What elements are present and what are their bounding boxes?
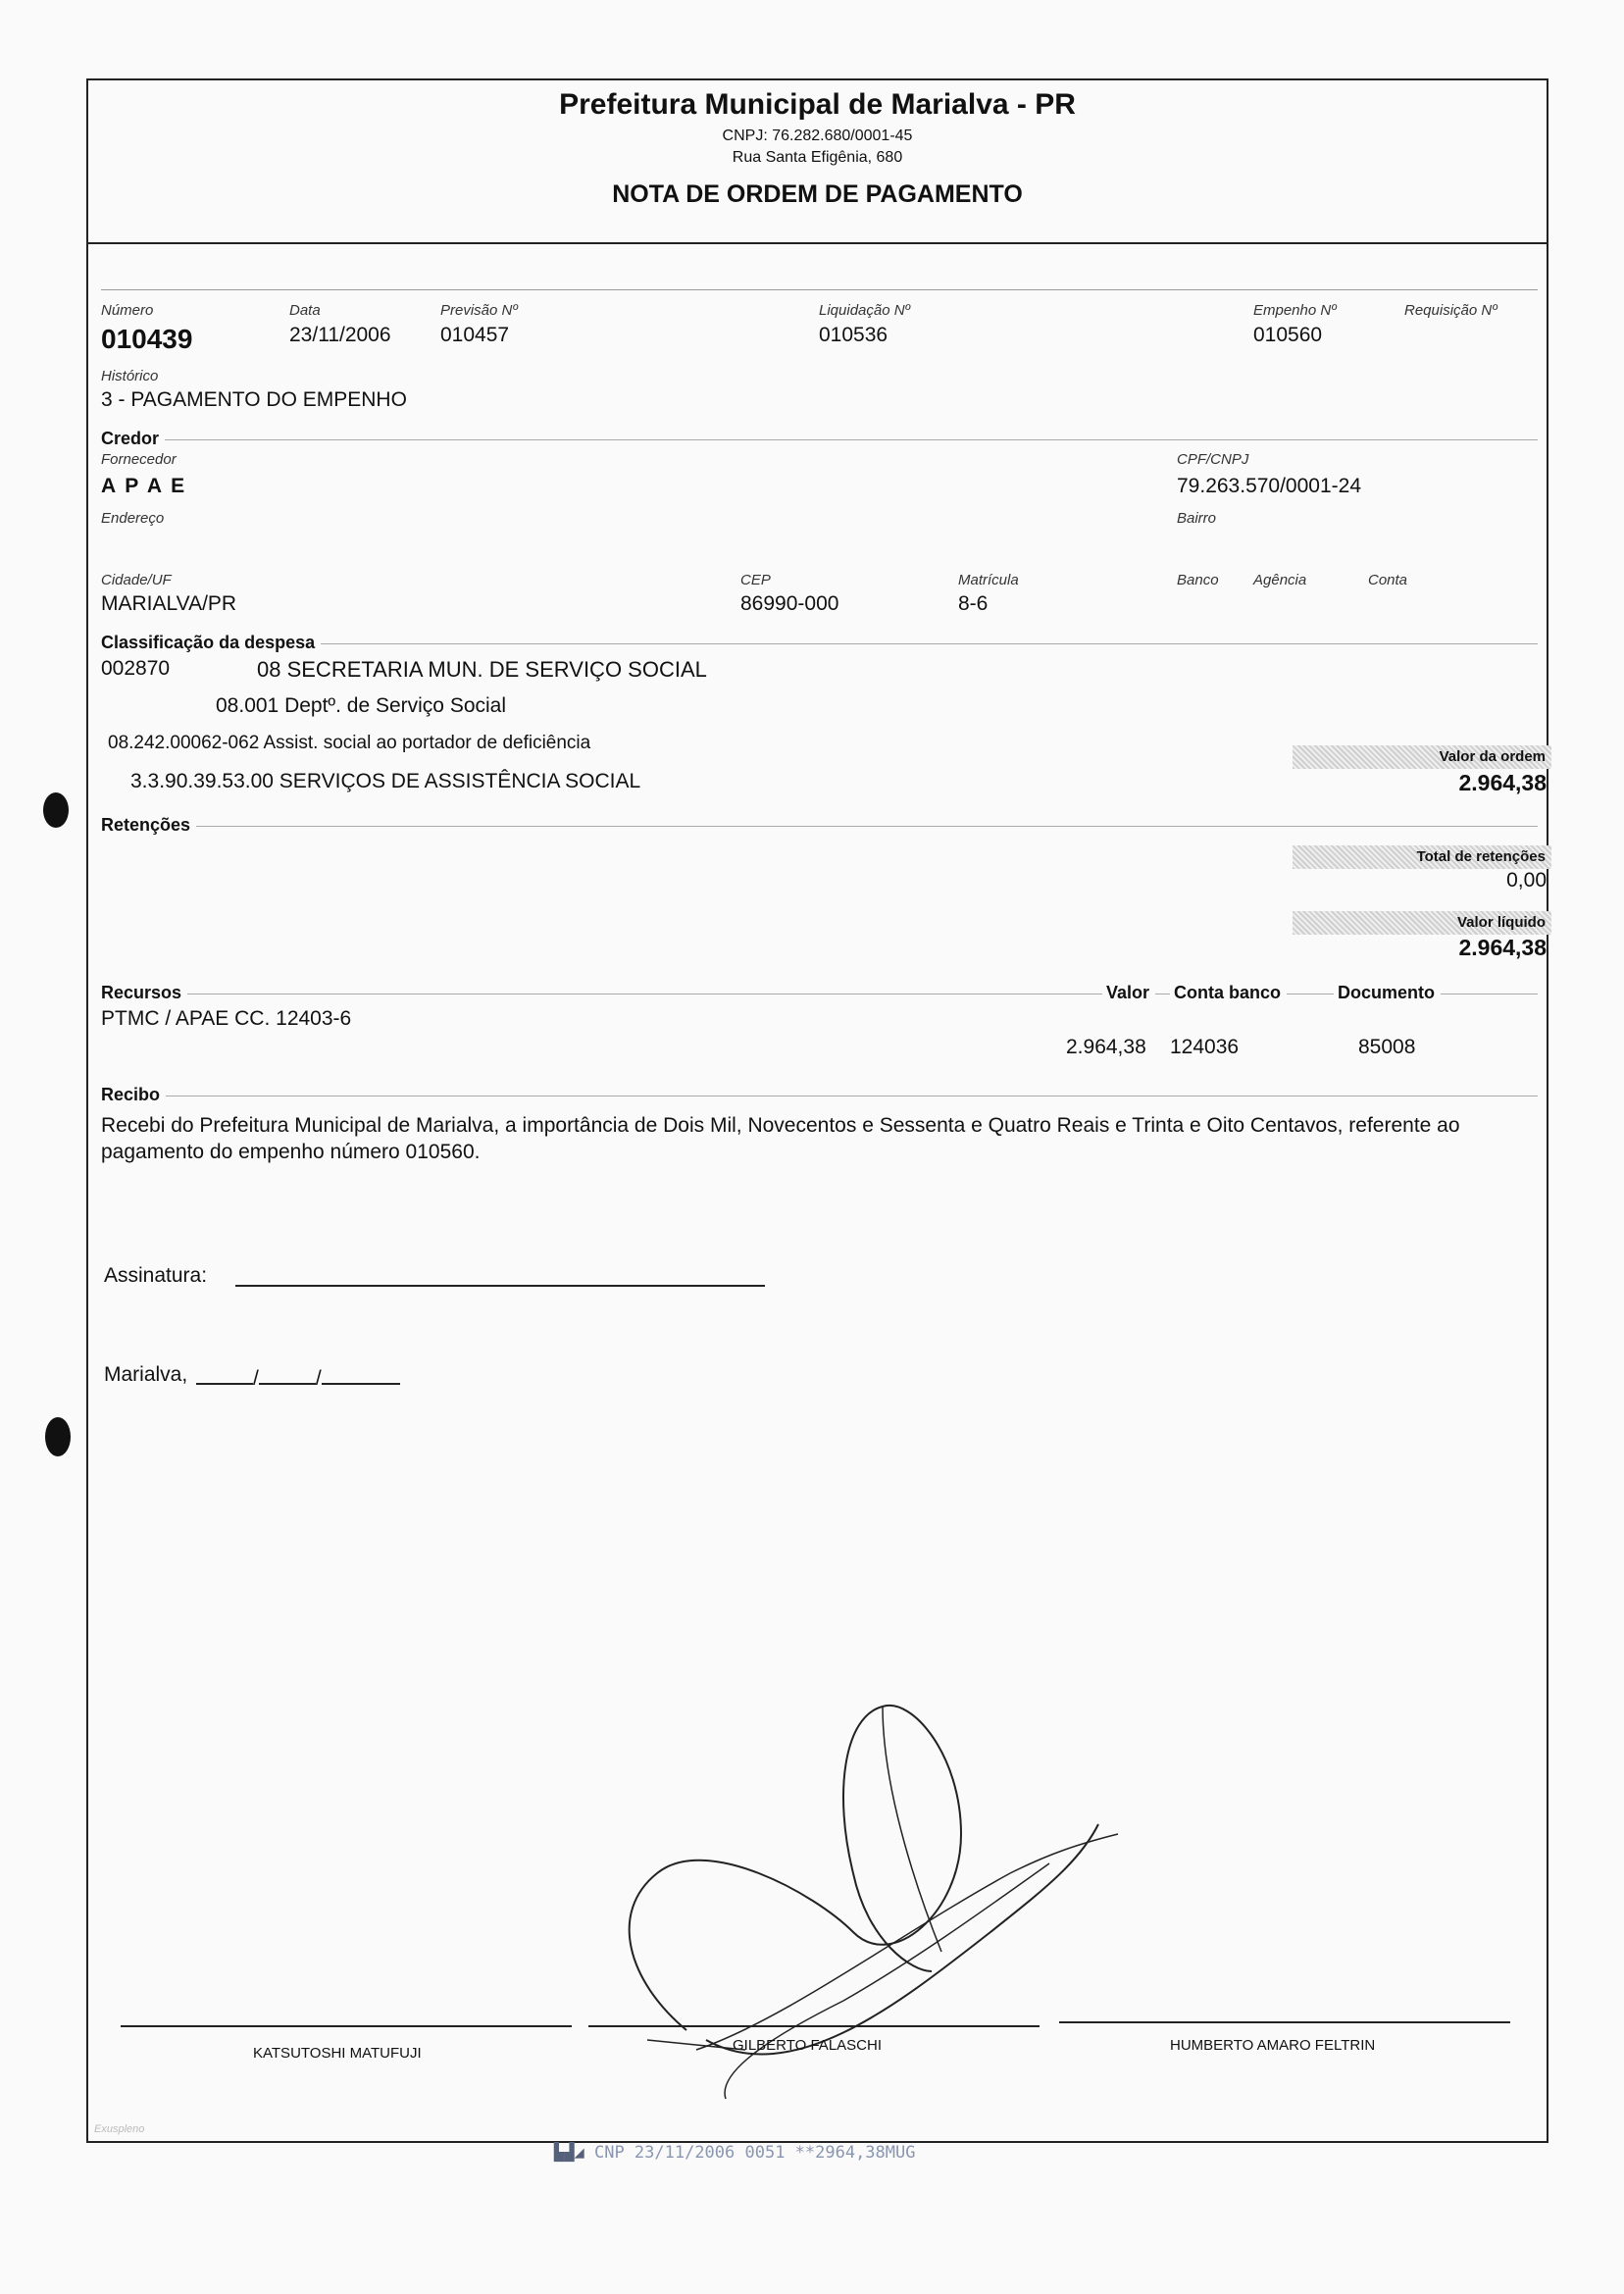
empenho-value: 010560 [1253, 324, 1323, 346]
valor-liquido-label: Valor líquido [1293, 911, 1551, 935]
numero-value: 010439 [101, 324, 193, 354]
historico-label: Histórico [101, 368, 159, 384]
municipality-title: Prefeitura Municipal de Marialva - PR [559, 88, 1076, 121]
fornecedor-label: Fornecedor [101, 451, 177, 468]
banco-label: Banco [1177, 572, 1219, 588]
punch-hole-icon [43, 792, 69, 828]
recursos-documento-header: Documento [1334, 983, 1441, 1003]
footer-small-text: Exuspleno [94, 2123, 145, 2135]
recibo-section: Recibo [101, 1085, 166, 1105]
recursos-section: Recursos [101, 983, 187, 1003]
credor-rule [101, 439, 1538, 440]
document-title: NOTA DE ORDEM DE PAGAMENTO [612, 180, 1023, 208]
bairro-label: Bairro [1177, 510, 1217, 527]
cnpj-text: CNPJ: 76.282.680/0001-45 [722, 127, 913, 144]
empenho-label: Empenho Nº [1253, 302, 1337, 319]
matricula-value: 8-6 [958, 592, 989, 615]
data-label: Data [289, 302, 321, 319]
signatory-1: KATSUTOSHI MATUFUJI [253, 2045, 422, 2062]
valor-ordem-label: Valor da ordem [1293, 745, 1551, 769]
classificacao-section: Classificação da despesa [101, 633, 321, 653]
signatory-3: HUMBERTO AMARO FELTRIN [1170, 2037, 1376, 2054]
retencoes-rule [101, 826, 1538, 827]
previsao-value: 010457 [440, 324, 510, 346]
valor-ordem-value: 2.964,38 [1458, 770, 1547, 795]
previsao-label: Previsão Nº [440, 302, 518, 319]
document-header [86, 88, 1548, 209]
header-divider [86, 242, 1548, 244]
credor-section: Credor [101, 429, 165, 449]
classificacao-line2: 08.001 Deptº. de Serviço Social [216, 694, 507, 717]
classificacao-line4: 3.3.90.39.53.00 SERVIÇOS DE ASSISTÊNCIA SOCIAL [130, 770, 641, 792]
top-rule [101, 289, 1538, 290]
classificacao-line1: 08 SECRETARIA MUN. DE SERVIÇO SOCIAL [257, 657, 707, 682]
valor-liquido-value: 2.964,38 [1458, 935, 1547, 960]
cidade-label: Cidade/UF [101, 572, 172, 588]
recursos-conta: 124036 [1170, 1036, 1240, 1058]
cidade-value: MARIALVA/PR [101, 592, 237, 615]
cpf-label: CPF/CNPJ [1177, 451, 1249, 468]
local-label: Marialva, [104, 1363, 188, 1386]
retencoes-section: Retenções [101, 815, 196, 836]
assinatura-line [235, 1285, 765, 1287]
conta-label: Conta [1368, 572, 1408, 588]
assinatura-label: Assinatura: [104, 1264, 208, 1287]
address-text: Rua Santa Efigênia, 680 [732, 149, 903, 166]
matricula-label: Matrícula [958, 572, 1019, 588]
date-blanks: / / [196, 1367, 400, 1391]
classificacao-line3: 08.242.00062-062 Assist. social ao portador de deficiência [108, 733, 591, 753]
punch-hole-icon [45, 1417, 71, 1456]
signatory-2: GILBERTO FALASCHI [733, 2037, 882, 2054]
fornecedor-value: A P A E [101, 475, 187, 497]
signature-line-3 [1059, 2021, 1510, 2023]
footer-stamp [554, 2143, 915, 2163]
signature-line-2 [588, 2025, 1040, 2027]
total-retencoes-value: 0,00 [1506, 869, 1547, 892]
cpf-value: 79.263.570/0001-24 [1177, 475, 1362, 497]
recursos-conta-header: Conta banco [1170, 983, 1287, 1003]
recursos-valor-header: Valor [1102, 983, 1155, 1003]
endereco-label: Endereço [101, 510, 165, 527]
recursos-valor: 2.964,38 [1066, 1036, 1146, 1058]
recursos-descricao: PTMC / APAE CC. 12403-6 [101, 1007, 352, 1030]
historico-value: 3 - PAGAMENTO DO EMPENHO [101, 388, 407, 411]
requisicao-label: Requisição Nº [1404, 302, 1497, 319]
numero-label: Número [101, 302, 154, 319]
cep-label: CEP [740, 572, 771, 588]
classificacao-code: 002870 [101, 657, 171, 680]
recursos-documento: 85008 [1358, 1036, 1416, 1058]
liquidacao-value: 010536 [819, 324, 888, 346]
total-retencoes-label: Total de retenções [1293, 845, 1551, 869]
stamp-text: CNP 23/11/2006 0051 **2964,38MUG [593, 2143, 916, 2163]
agencia-label: Agência [1253, 572, 1307, 588]
recibo-text: Recebi do Prefeitura Municipal de Marialva, a importância de Dois Mil, Novecentos e Sessenta e Quatro Reais e Trinta e Oito Centavos, referente ao pagamento do empenho número 010560. [101, 1114, 1460, 1163]
cep-value: 86990-000 [740, 592, 839, 615]
data-value: 23/11/2006 [289, 324, 391, 346]
liquidacao-label: Liquidação Nº [819, 302, 911, 319]
signature-line-1 [121, 2025, 572, 2027]
stamp-mark-icon: ▙▟◢ [554, 2143, 584, 2163]
